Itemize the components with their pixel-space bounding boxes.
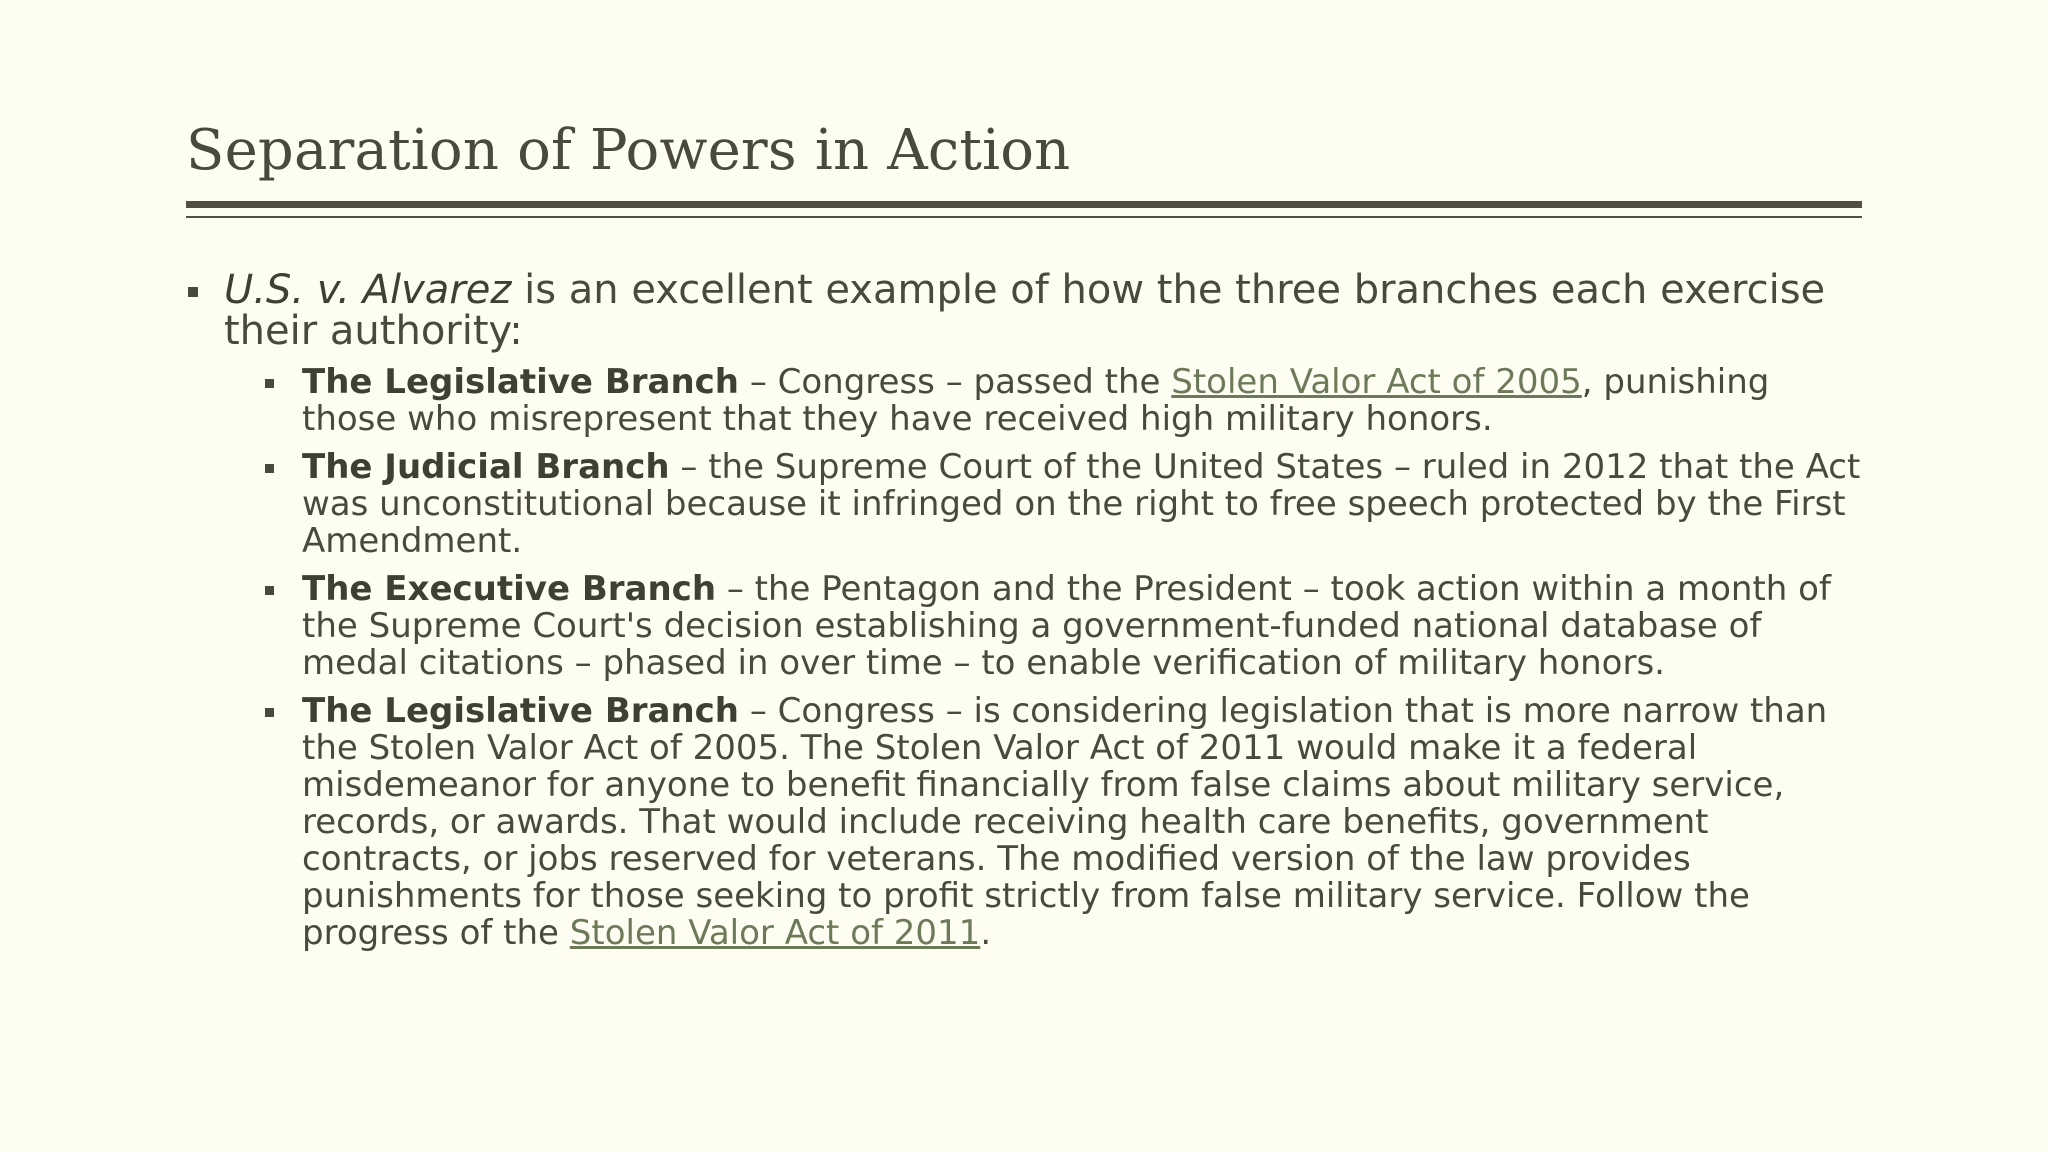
- branch-heading: The Judicial Branch: [302, 447, 670, 487]
- title-rule-thick: [186, 201, 1862, 208]
- slide-body: [186, 267, 1866, 963]
- sub-bullet-list: [186, 364, 1866, 952]
- stolen-valor-2005-link[interactable]: Stolen Valor Act of 2005: [1171, 362, 1582, 402]
- item-text: – Congress – passed the: [739, 362, 1172, 402]
- item-text-tail: , punishing those who misrepresent that they have received high military honors.: [302, 362, 1770, 439]
- item-text: – the Pentagon and the President – took action within a month of the Supreme Court's decision establishing a government-funded national database of medal citations – phased in over time – to enable verification of military honors.: [302, 569, 1831, 683]
- stolen-valor-2011-link[interactable]: Stolen Valor Act of 2011: [569, 913, 981, 953]
- item-text: – Congress – is considering legislation that is more narrow than the Stolen Valor Act of 2005. The Stolen Valor Act of 2011 would make it a federal misdemeanor for anyone to benefit financially from false claims about military service, records, or awards. That would include receiving health care benefits, government contracts, or jobs reserved for veterans. The modified version of the law provides punishments for those seeking to profit strictly from false military service. Follow the progress of the: [302, 691, 1828, 953]
- sub-bullet-executive: [262, 571, 1866, 682]
- square-bullet-icon: [265, 379, 274, 388]
- square-bullet-icon: [265, 708, 274, 717]
- case-name: U.S. v. Alvarez: [224, 267, 512, 313]
- square-bullet-icon: [265, 586, 274, 595]
- branch-heading: The Executive Branch: [302, 569, 717, 609]
- branch-heading: The Legislative Branch: [302, 362, 740, 402]
- square-bullet-icon: [265, 464, 274, 473]
- sub-bullet-judicial: [262, 449, 1866, 560]
- intro-text: is an excellent example of how the three branches each exercise their authority:: [224, 267, 1826, 354]
- branch-heading: The Legislative Branch: [302, 691, 740, 731]
- slide-title: Separation of Powers in Action: [186, 118, 1071, 183]
- square-bullet-icon: [188, 287, 198, 297]
- item-text-tail: .: [980, 913, 992, 953]
- sub-bullet-legislative-2011: [262, 693, 1866, 952]
- item-text: – the Supreme Court of the United States – ruled in 2012 that the Act was unconstitutional because it infringed on the right to free speech protected by the First Amendment.: [302, 447, 1861, 561]
- sub-bullet-legislative-2005: [262, 364, 1866, 438]
- bullet-intro: [186, 267, 1866, 354]
- title-rule-thin: [186, 216, 1862, 218]
